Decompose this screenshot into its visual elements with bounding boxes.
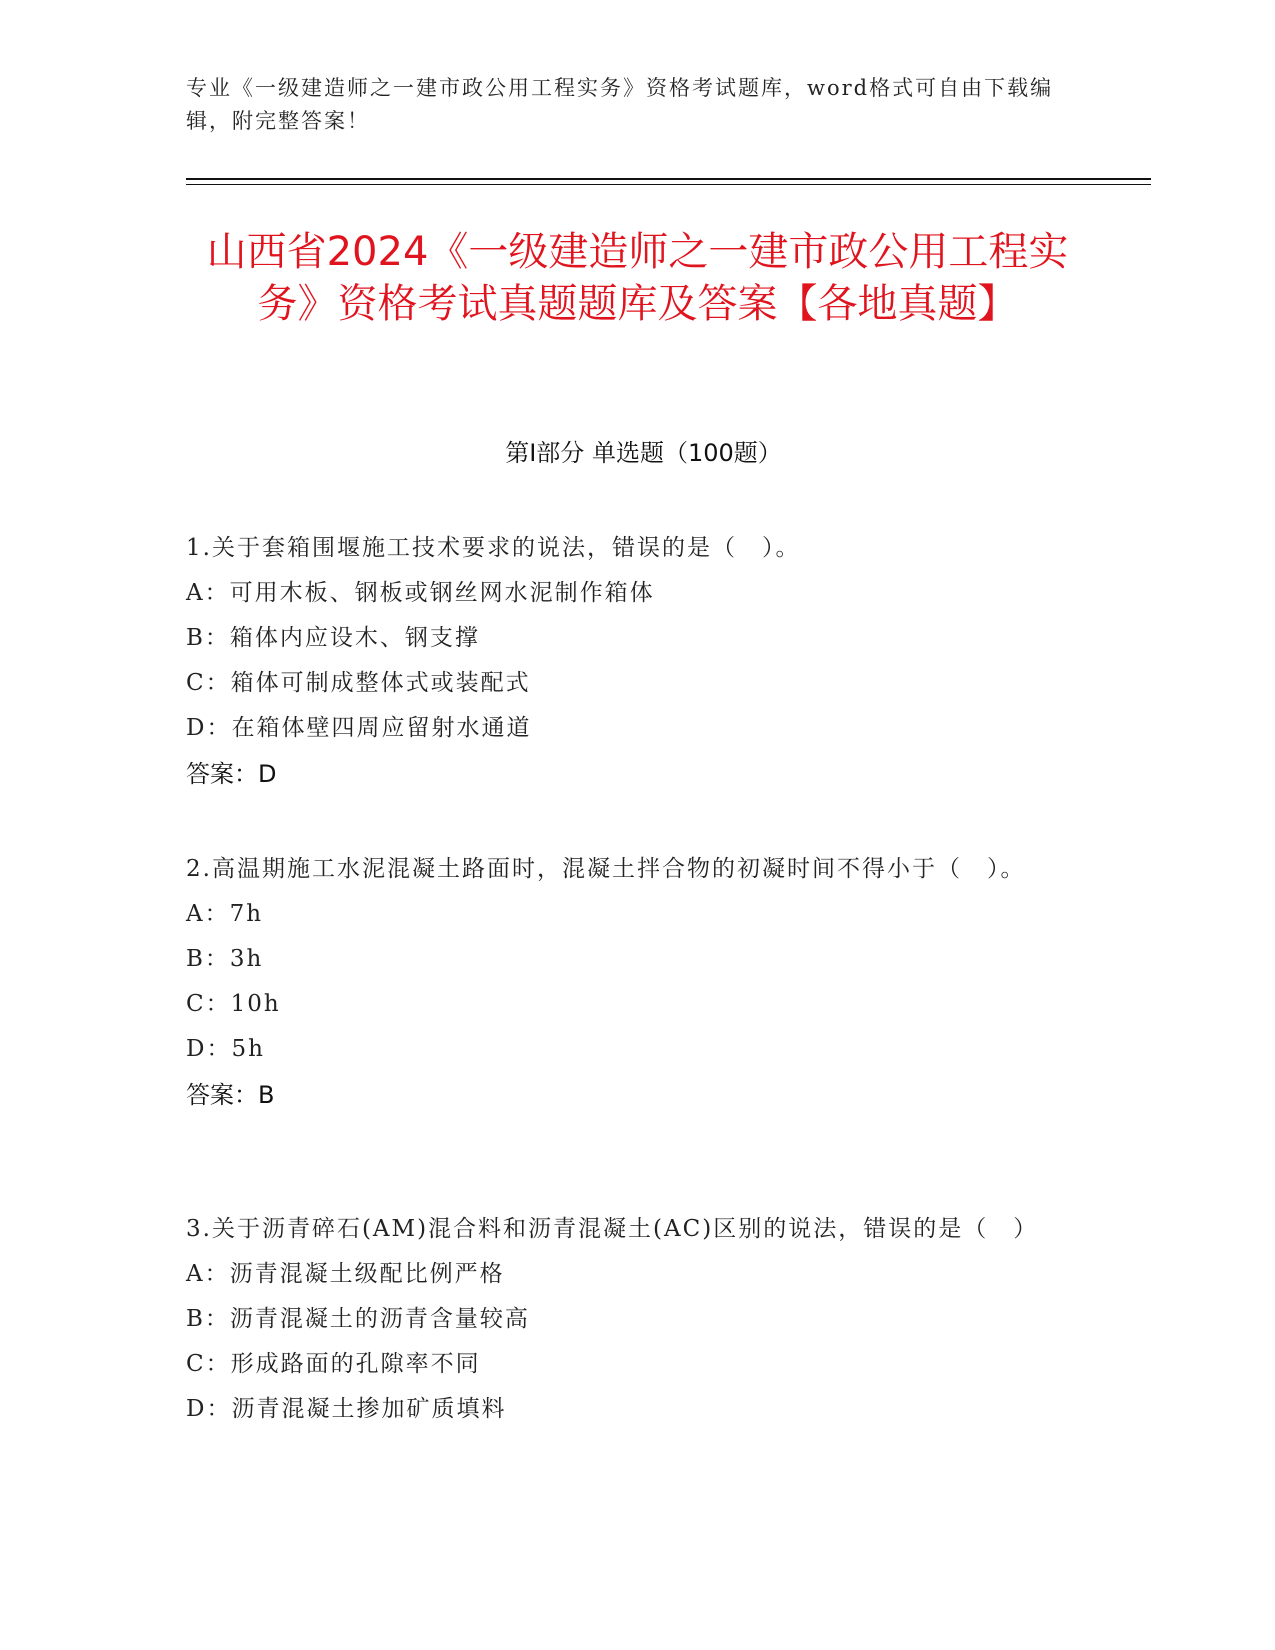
option-b: B：箱体内应设木、钢支撑	[186, 625, 480, 651]
option-d: D：5h	[186, 1036, 265, 1062]
option-d: D：沥青混凝土掺加矿质填料	[186, 1396, 507, 1422]
question-stem: 3.关于沥青碎石(AM)混合料和沥青混凝土(AC)区别的说法，错误的是（ ）	[186, 1216, 1039, 1242]
option-a: A：可用木板、钢板或钢丝网水泥制作箱体	[186, 580, 655, 606]
option-b: B：3h	[186, 946, 264, 972]
section-title: 第I部分 单选题（100题）	[505, 439, 782, 467]
question-2	[186, 846, 1066, 1118]
answer: 答案：B	[186, 1081, 275, 1109]
question-stem: 1.关于套箱围堰施工技术要求的说法，错误的是（ ）。	[186, 535, 801, 561]
option-b: B：沥青混凝土的沥青含量较高	[186, 1306, 530, 1332]
option-d: D：在箱体壁四周应留射水通道	[186, 715, 532, 741]
header-note: 专业《一级建造师之一建市政公用工程实务》资格考试题库，word格式可自由下载编辑，附完整答案！	[186, 76, 1054, 133]
question-3	[186, 1206, 1066, 1432]
question-stem: 2.高温期施工水泥混凝土路面时，混凝土拌合物的初凝时间不得小于（ ）。	[186, 856, 1026, 882]
question-1	[186, 525, 1066, 797]
option-a: A：沥青混凝土级配比例严格	[186, 1261, 505, 1287]
answer: 答案：D	[186, 760, 277, 788]
option-c: C：箱体可制成整体式或装配式	[186, 670, 531, 696]
option-c: C：形成路面的孔隙率不同	[186, 1351, 481, 1377]
header-divider-thick	[186, 178, 1151, 180]
header-divider-thin	[186, 184, 1151, 185]
option-c: C：10h	[186, 991, 281, 1017]
document-title: 山西省2024《一级建造师之一建市政公用工程实务》资格考试真题题库及答案【各地真题】	[206, 229, 1069, 327]
option-a: A：7h	[186, 901, 264, 927]
